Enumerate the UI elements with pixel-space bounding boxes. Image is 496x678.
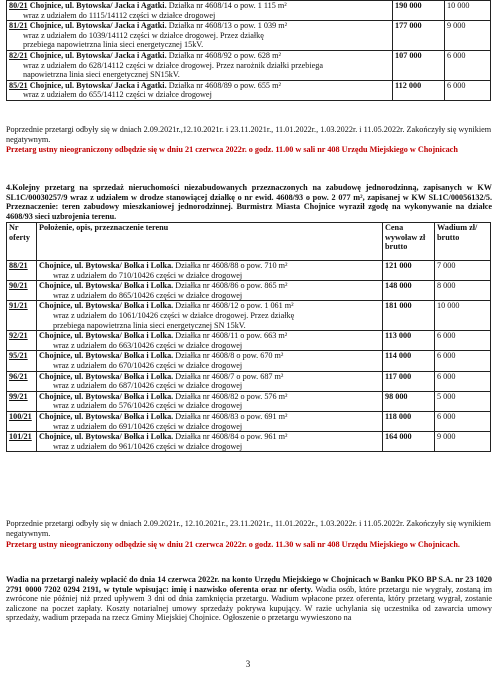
plot-description: Działka nr 4608/89 o pow. 655 m²: [168, 80, 281, 90]
plot-description: Działka nr 4608/83 o pow. 691 m²: [175, 411, 288, 421]
auction-announcement-4: Przetarg ustny nieograniczony odbędzie się w dniu 21 czerwca 2022r. o godz. 11.30 w sali nr 408 Urzędu Miejskiego w Chojnicach.: [6, 540, 460, 549]
offer-description: [7, 21, 393, 51]
offer-deposit: 6 000: [445, 80, 491, 100]
plot-description: Działka nr 4608/88 o pow. 710 m²: [175, 261, 288, 270]
offer-description: [7, 80, 393, 100]
header-location-description: Położenie, opis, przeznaczenie terenu: [37, 223, 383, 261]
plot-description: Działka nr 4608/12 o pow. 1 061 m²: [175, 301, 294, 311]
plot-location: Chojnice, ul. Bytowska/ Bołka i Lolka.: [39, 261, 174, 270]
deposit-instructions-rest: Wadia osób, które przetargu nie wygrały, zostaną im zwrócone nie później niż przed upływem 3 dni od dnia zamknięcia przetargu. Wadium wpłacone przez oferenta, który przetarg wygrał, zostanie zaliczone na poczet zapłaty. Koszty notarialnej umowy sprzedaży pokrywa kupujący. W razie uchylania się uczestnika od zawarcia umowy sprzedaży, wadium przepada na rzecz Gminy Miejskiej Chojnice. Ogłoszenie o przetargu wywieszono na: [6, 584, 492, 623]
offer-description: [37, 411, 383, 431]
offer-price: 98 000: [383, 391, 435, 411]
plot-location: Chojnice, ul. Bytowska/ Jacka i Agatki.: [29, 50, 167, 60]
auction-announcement-1: Przetarg ustny nieograniczony odbędzie się w dniu 21 czerwca 2022r. o godz. 11.00 w sali nr 408 Urzędu Miejskiego w Chojnicach: [6, 145, 458, 154]
plot-description-line: wraz z udziałem do 1061/10426 części w działce drogowej. Przez działkę: [53, 310, 295, 320]
offer-number: 95/21: [7, 351, 37, 371]
offer-description: [7, 1, 393, 21]
offer-description: [37, 351, 383, 371]
plot-description-line: wraz z udziałem do 1039/14112 części w działce drogowej. Przez działkę: [23, 30, 264, 40]
offer-price: 190 000: [393, 1, 445, 21]
table-row: [7, 432, 491, 452]
plot-description: Działka nr 4608/82 o pow. 576 m²: [175, 391, 288, 401]
offer-price: 181 000: [383, 301, 435, 331]
offer-price: 112 000: [393, 80, 445, 100]
plot-description-line: przebiega napowietrzna linia sieci energetycznej 15kV.: [23, 40, 204, 50]
plot-location: Chojnice, ul. Bytowska/ Jacka i Agatki.: [29, 1, 167, 10]
plot-description-line: wraz z udziałem do 710/10426 części w działce drogowej: [53, 270, 243, 280]
plot-description: Działka nr 4608/14 o pow. 1 115 m²: [168, 1, 287, 10]
offer-price: 114 000: [383, 351, 435, 371]
table-row: [7, 371, 491, 391]
offer-number: 101/21: [7, 432, 37, 452]
offer-deposit: 9 000: [435, 432, 491, 452]
plot-description-line: wraz z udziałem do 865/10426 części w działce drogowej: [53, 290, 243, 300]
plot-description-line: wraz z udziałem do 628/14112 części w działce drogowej. Przez narożnik działki przebiega: [23, 60, 324, 70]
offer-number: 85/21: [9, 80, 28, 90]
table-row: [7, 1, 491, 21]
table-row: [7, 80, 491, 100]
plot-description-line: wraz z udziałem do 576/10426 części w działce drogowej: [53, 401, 243, 411]
plot-description-line: przebiega napowietrzna linia sieci energetycznej SN 15kV.: [53, 320, 246, 330]
plot-description: Działka nr 4608/11 o pow. 663 m²: [175, 331, 288, 341]
offer-number: 92/21: [7, 331, 37, 351]
table-row: [7, 391, 491, 411]
offer-deposit: 7 000: [435, 261, 491, 281]
plot-description: Działka nr 4608/7 o pow. 687 m²: [175, 371, 284, 381]
table-row: [7, 21, 491, 51]
offer-description: [37, 331, 383, 351]
plot-location: Chojnice, ul. Bytowska/ Jacka i Agatki.: [29, 80, 167, 90]
offer-deposit: 8 000: [435, 281, 491, 301]
plot-description-line: wraz z udziałem do 670/10426 części w działce drogowej: [53, 360, 243, 370]
plot-location: Chojnice, ul. Bytowska/ Bołka i Lolka.: [39, 411, 174, 421]
offer-deposit: 6 000: [435, 411, 491, 431]
offer-deposit: 6 000: [435, 331, 491, 351]
offer-deposit: 9 000: [445, 21, 491, 51]
plot-description-line: wraz z udziałem do 687/10426 części w działce drogowej: [53, 381, 243, 391]
header-offer-number: Nr oferty: [7, 223, 37, 261]
offer-number: 99/21: [7, 391, 37, 411]
offer-price: 117 000: [383, 371, 435, 391]
plot-location: Chojnice, ul. Bytowska/ Bołka i Lolka.: [39, 351, 174, 361]
offer-description: [37, 301, 383, 331]
plot-description-line: wraz z udziałem do 655/14112 części w działce drogowej: [23, 90, 212, 100]
plot-description: Działka nr 4608/86 o pow. 865 m²: [175, 281, 288, 291]
offer-number: 88/21: [7, 261, 37, 281]
offer-deposit: 10 000: [435, 301, 491, 331]
table-row: [7, 50, 491, 80]
plot-location: Chojnice, ul. Bytowska/ Bołka i Lolka.: [39, 432, 174, 442]
section-4-intro: 4.Kolejny przetarg na sprzedaż nieruchomości niezabudowanych przeznaczonych na zabudowę jednorodzinną, zapisanych w KW SL1C/00030257/9 wraz z udziałem w drodze stanowiącej działkę o nr ewid. 4608/93 o pow. 2 077 m², zapisanej w KW SL1C/00056132/5. Przeznaczenie: teren zabudowy mieszkaniowej jednorodzinnej. Burmistrz Miasta Chojnice wyraził zgodę na wykonywanie na działce 4608/93 sieci uzbrojenia terenu.: [6, 183, 492, 221]
offer-description: [37, 261, 383, 281]
plot-description: Działka nr 4608/13 o pow. 1 039 m²: [168, 21, 288, 31]
table-row: [7, 301, 491, 331]
plot-location: Chojnice, ul. Bytowska/ Bołka i Lolka.: [39, 301, 174, 311]
offer-price: 177 000: [393, 21, 445, 51]
plot-description-line: wraz z udziałem do 691/10426 części w działce drogowej: [53, 421, 243, 431]
header-starting-price: Cena wywoław zł brutto: [383, 223, 435, 261]
plot-location: Chojnice, ul. Bytowska/ Bołka i Lolka.: [39, 281, 174, 291]
offer-price: 121 000: [383, 261, 435, 281]
plot-location: Chojnice, ul. Bytowska/ Bołka i Lolka.: [39, 331, 174, 341]
table-row: [7, 281, 491, 301]
offer-number: 100/21: [7, 411, 37, 431]
plot-description-line: napowietrzna linia sieci energetycznej SN15kV.: [23, 70, 180, 80]
plot-location: Chojnice, ul. Bytowska/ Bołka i Lolka.: [39, 391, 174, 401]
deposit-instructions-bold: Wadia na przetargi należy wpłacić do dnia 14 czerwca 2022r. na konto Urzędu Miejskiego w Chojnicach w Banku PKO BP S.A. nr 23 1020 2791 0000 7202 0294 2191, w tytule wpisując: imię i nazwisko oferenta oraz nr oferty.: [6, 575, 492, 594]
offer-price: 107 000: [393, 50, 445, 80]
offer-deposit: 6 000: [435, 351, 491, 371]
plot-description: Działka nr 4608/84 o pow. 961 m²: [175, 432, 288, 442]
offer-number: 81/21: [9, 21, 28, 31]
plot-description-line: wraz z udziałem do 1115/14112 części w działce drogowej: [23, 10, 216, 20]
offer-description: [7, 50, 393, 80]
table-row: [7, 411, 491, 431]
offer-description: [37, 281, 383, 301]
offer-price: 148 000: [383, 281, 435, 301]
offer-number: 91/21: [7, 301, 37, 331]
offer-price: 164 000: [383, 432, 435, 452]
table-row: [7, 261, 491, 281]
offer-description: [37, 371, 383, 391]
previous-auctions-note-1: Poprzednie przetargi odbyły się w dniach 2.09.2021r.,12.10.2021r. i 23.11.2021r., 11.01.2022r., 1.03.2022r. i 11.05.2022r. Zakończyły się wynikiem negatywnym.: [6, 125, 492, 144]
offer-number: 90/21: [7, 281, 37, 301]
offers-table-top: [6, 0, 491, 101]
offer-deposit: 10 000: [445, 1, 491, 21]
header-deposit: Wadium zł/ brutto: [435, 223, 491, 261]
offer-description: [37, 391, 383, 411]
deposit-instructions: [6, 575, 492, 623]
previous-auctions-note-4: Poprzednie przetargi odbyły się w dniach 2.09.2021r., 12.10.2021r., 23.11.2021r., 11.01.2022r., 1.03.2022r. i 11.05.2022r. Zakończyły się wynikiem negatywnym.: [6, 519, 491, 538]
plot-description: Działka nr 4608/8 o pow. 670 m²: [175, 351, 284, 361]
plot-location: Chojnice, ul. Bytowska/ Bołka i Lolka.: [39, 371, 174, 381]
offer-number: 80/21: [9, 1, 28, 10]
offer-number: 96/21: [7, 371, 37, 391]
plot-description-line: wraz z udziałem do 961/10426 części w działce drogowej: [53, 441, 243, 451]
offer-number: 82/21: [9, 50, 28, 60]
plot-location: Chojnice, ul. Bytowska/ Jacka i Agatki.: [29, 21, 167, 31]
table-row: [7, 351, 491, 371]
plot-description: Działka nr 4608/92 o pow. 628 m²: [168, 50, 281, 60]
offer-description: [37, 432, 383, 452]
offer-price: 118 000: [383, 411, 435, 431]
plot-description-line: wraz z udziałem do 663/10426 części w działce drogowej: [53, 340, 243, 350]
offer-deposit: 5 000: [435, 391, 491, 411]
offer-deposit: 6 000: [435, 371, 491, 391]
offer-deposit: 6 000: [445, 50, 491, 80]
page-number: 3: [245, 659, 251, 669]
offer-price: 113 000: [383, 331, 435, 351]
offers-table-section-4: [6, 222, 491, 452]
table-row: [7, 331, 491, 351]
